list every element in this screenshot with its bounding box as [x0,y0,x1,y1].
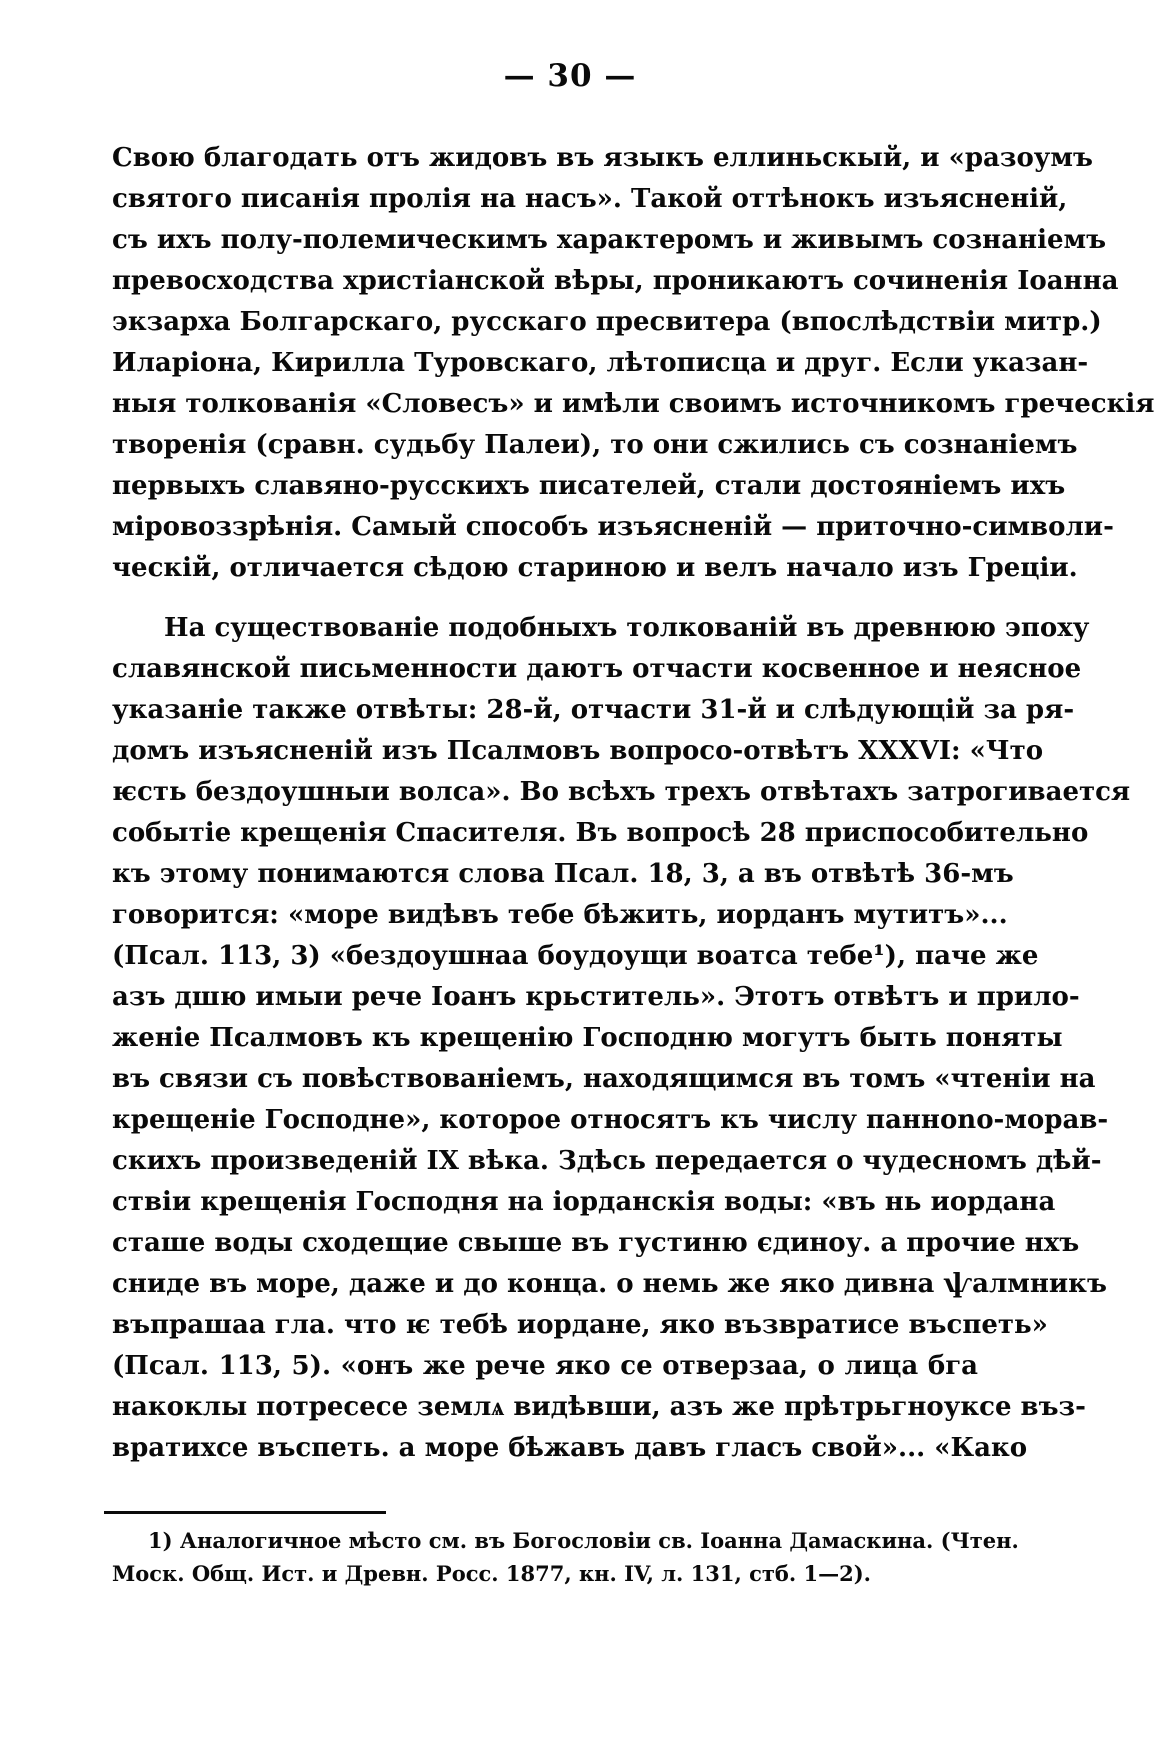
text-line: въ связи съ повѣствованіемъ, находящимся въ томъ «чтеніи на [112,1064,1096,1094]
text-line: событіе крещенія Спасителя. Въ вопросѣ 28 приспособительно [112,818,1089,848]
text-line: въпрашаа гла. что ѥ тебѣ иордане, яко възвратисе въспеть» [112,1310,1048,1340]
text-line: крещеніе Господне», которое относятъ къ числу паннono-морав- [112,1105,1109,1135]
footnote [112,1524,1019,1590]
text-line: ческій, отличается сѣдою стариною и велъ начало изъ Греціи. [112,553,1078,583]
text-line: сниде въ море, даже и до конца. о немь же яко дивна ѱалмникъ [112,1269,1107,1299]
text-line: святого писанія пролія на насъ». Такой оттѣнокъ изъясненій, [112,184,1068,214]
text-line: (Псал. 113, 3) «бездоушнаа боудоущи воатса тебе¹), паче же [112,941,1039,971]
text-line: (Псал. 113, 5). «онъ же рече яко се отверзаа, о лица бга [112,1351,978,1381]
text-line: накоклы потресесе землѧ видѣвши, азъ же прѣтрьгноуксе въз- [112,1392,1086,1422]
paragraph-2 [112,608,1131,1469]
text-line: женіе Псалмовъ къ крещенію Господню могутъ быть поняты [112,1023,1063,1053]
text-line: скихъ произведеній IX вѣка. Здѣсь передается о чудесномъ дѣй- [112,1146,1102,1176]
text-line: сташе воды сходещие свыше въ густиню єдиноу. а прочие нхъ [112,1228,1080,1258]
text-line: славянской письменности даютъ отчасти косвенное и неясное [112,654,1082,684]
footnote-line: 1) Аналогичное мѣсто см. въ Богословіи св. Іоанна Дамаскина. (Чтен. [148,1528,1019,1553]
text-line: вратихсе въспеть. а море бѣжавъ давъ гласъ свой»... «Како [112,1433,1028,1463]
footnote-line: Моск. Общ. Ист. и Древн. Росс. 1877, кн. IV, л. 131, стб. 1—2). [112,1561,871,1586]
text-line: азъ дшю имыи рече Іоанъ крьститель». Этотъ отвѣтъ и прило- [112,982,1080,1012]
page-number: — 30 — [503,58,637,94]
paragraph-1 [112,138,1154,589]
text-line: экзарха Болгарскаго, русскаго пресвитера (впослѣдствіи митр.) [112,307,1102,337]
text-line: превосходства христіанской вѣры, проникаютъ сочиненія Іоанна [112,266,1119,296]
text-line: ныя толкованія «Словесъ» и имѣли своимъ источникомъ греческія [112,389,1154,419]
text-line: съ ихъ полу-полемическимъ характеромъ и живымъ сознаніемъ [112,225,1107,255]
text-line: ѥсть бездоушныи волса». Во всѣхъ трехъ отвѣтахъ затрогивается [112,777,1131,807]
text-line: указаніе также отвѣты: 28-й, отчасти 31-й и слѣдующій за ря- [112,695,1075,725]
text-line: ствіи крещенія Господня на іорданскія воды: «въ нь иордана [112,1187,1056,1217]
text-line: На существованіе подобныхъ толкованій въ древнюю эпоху [164,613,1090,643]
text-line: говорится: «море видѣвъ тебе бѣжить, иорданъ мутитъ»... [112,900,1008,930]
text-line: къ этому понимаются слова Псал. 18, 3, а въ отвѣтѣ 36-мъ [112,859,1014,889]
footnote-divider [104,1511,386,1514]
text-line: Иларіона, Кирилла Туровскаго, лѣтописца и друг. Если указан- [112,348,1089,378]
text-line: творенія (сравн. судьбу Палеи), то они сжились съ сознаніемъ [112,430,1078,460]
text-line: первыхъ славяно-русскихъ писателей, стали достояніемъ ихъ [112,471,1066,501]
text-line: міровоззрѣнія. Самый способъ изъясненій — приточно-символи- [112,512,1114,542]
text-line: Свою благодать отъ жидовъ въ языкъ еллиньскый, и «разоумъ [112,143,1093,173]
text-line: домъ изъясненій изъ Псалмовъ вопросо-отвѣтъ XXXVI: «Что [112,736,1044,766]
